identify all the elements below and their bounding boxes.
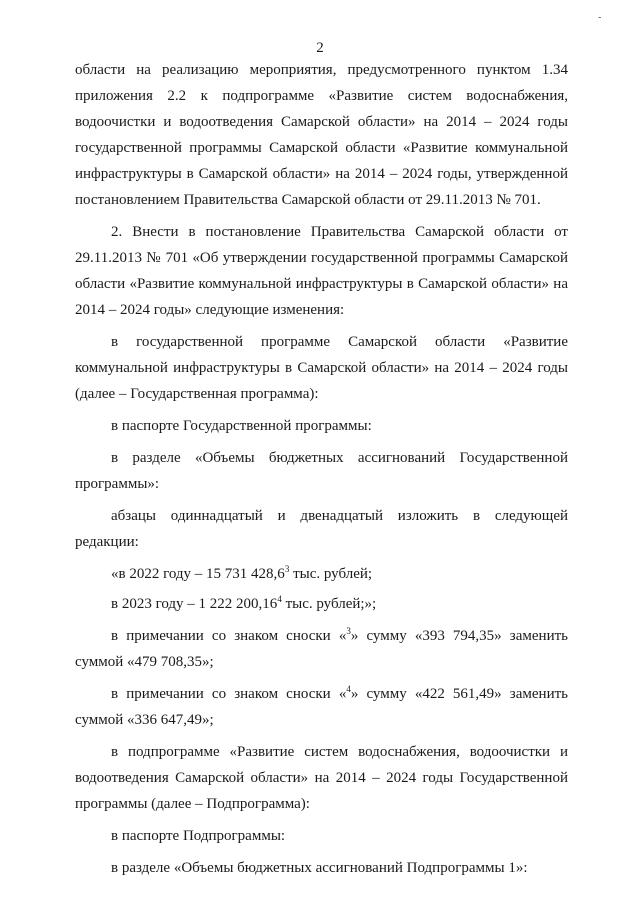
paragraph-subprogram-passport: в паспорте Подпрограммы: [111, 828, 286, 844]
paragraph-state-program: в государственной программе Самарской области «Развитие коммунальной инфраструктуры в Самарской области» на 2014 – 2024 годы (далее – Государственная программа): [75, 334, 568, 402]
scan-mark: - [598, 12, 602, 23]
paragraph-budget-section: в разделе «Объемы бюджетных ассигнований Государственной программы»: [75, 450, 568, 492]
paragraph-passport: в паспорте Государственной программы: [111, 418, 372, 434]
document-body [75, 57, 568, 887]
page-number: 2 [316, 40, 324, 56]
paragraph-item-2: 2. Внести в постановление Правительства Самарской области от 29.11.2013 № 701 «Об утверждении государственной программы Самарской области «Развитие коммунальной инфраструктуры в Самарской области» на 2014 – 2024 годы» следующие изменения: [75, 224, 568, 318]
paragraph-subprogram-budget: в разделе «Объемы бюджетных ассигнований Подпрограммы 1»: [111, 860, 528, 876]
paragraph-subprogram: в подпрограмме «Развитие систем водоснабжения, водоочистки и водоотведения Самарской области» на 2014 – 2024 годы Государственной программы (далее – Подпрограмма): [75, 744, 568, 812]
paragraph-year-2023: в 2023 году – 1 222 200,16$^4$ тыс. рублей;»; [111, 594, 377, 612]
paragraph-new-wording: абзацы одиннадцатый и двенадцатый изложить в следующей редакции: [75, 508, 568, 550]
paragraph-year-2022: «в 2022 году – 15 731 428,6$^3$ тыс. рублей; [111, 564, 373, 582]
paragraph-footnote-3: в примечании со знаком сноски «$^3$» сумму «393 794,35» заменить суммой «479 708,35»; [75, 626, 568, 670]
paragraph-continuation: области на реализацию мероприятия, предусмотренного пунктом 1.34 приложения 2.2 к подпрограмме «Развитие систем водоснабжения, водоочистки и водоотведения Самарской области» на 2014 – 2024 годы государственной программы Самарской области «Развитие коммунальной инфраструктуры в Самарской области» на 2014 – 2024 годы, утвержденной постановлением Правительства Самарской области от 29.11.2013 № 701. [75, 62, 568, 208]
paragraph-footnote-4: в примечании со знаком сноски «$^4$» сумму «422 561,49» заменить суммой «336 647,49»; [75, 684, 568, 728]
